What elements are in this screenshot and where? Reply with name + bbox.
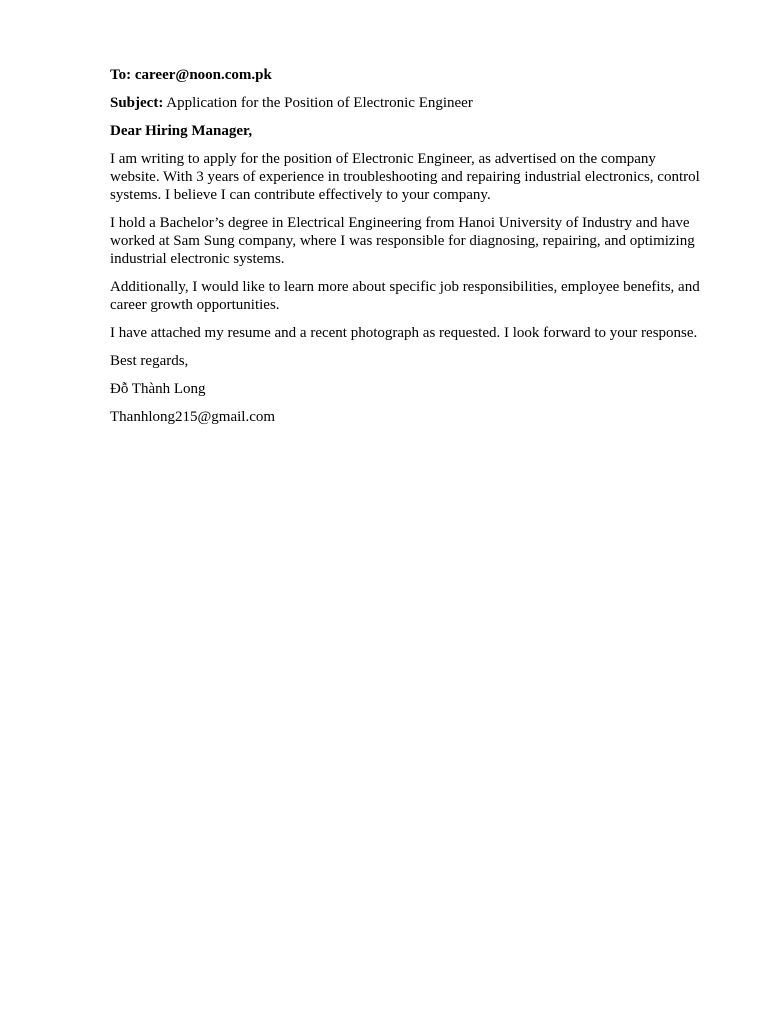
subject-label: Subject: (110, 95, 164, 111)
greeting: Dear Hiring Manager, (110, 123, 253, 139)
letter-body (110, 66, 700, 436)
subject-line (110, 94, 700, 112)
recipient-line: To: career@noon.com.pk (110, 67, 272, 83)
paragraph-education: I hold a Bachelor’s degree in Electrical Engineering from Hanoi University of Industry and have worked at Sam Sung company, where I was responsible for diagnosing, repairing, and optimizing industrial electronic systems. (110, 215, 695, 267)
subject-text: Application for the Position of Electronic Engineer (163, 95, 473, 111)
paragraph-intro: I am writing to apply for the position of Electronic Engineer, as advertised on the company website. With 3 years of experience in troubleshooting and repairing industrial electronics, control systems. I believe I can contribute effectively to your company. (110, 151, 700, 203)
closing: Best regards, (110, 353, 189, 369)
paragraph-attachments: I have attached my resume and a recent photograph as requested. I look forward to your response. (110, 325, 698, 341)
signature-name: Đỗ Thành Long (110, 381, 206, 397)
paragraph-inquiry: Additionally, I would like to learn more about specific job responsibilities, employee benefits, and career growth opportunities. (110, 279, 700, 313)
signature-email: Thanhlong215@gmail.com (110, 409, 276, 425)
